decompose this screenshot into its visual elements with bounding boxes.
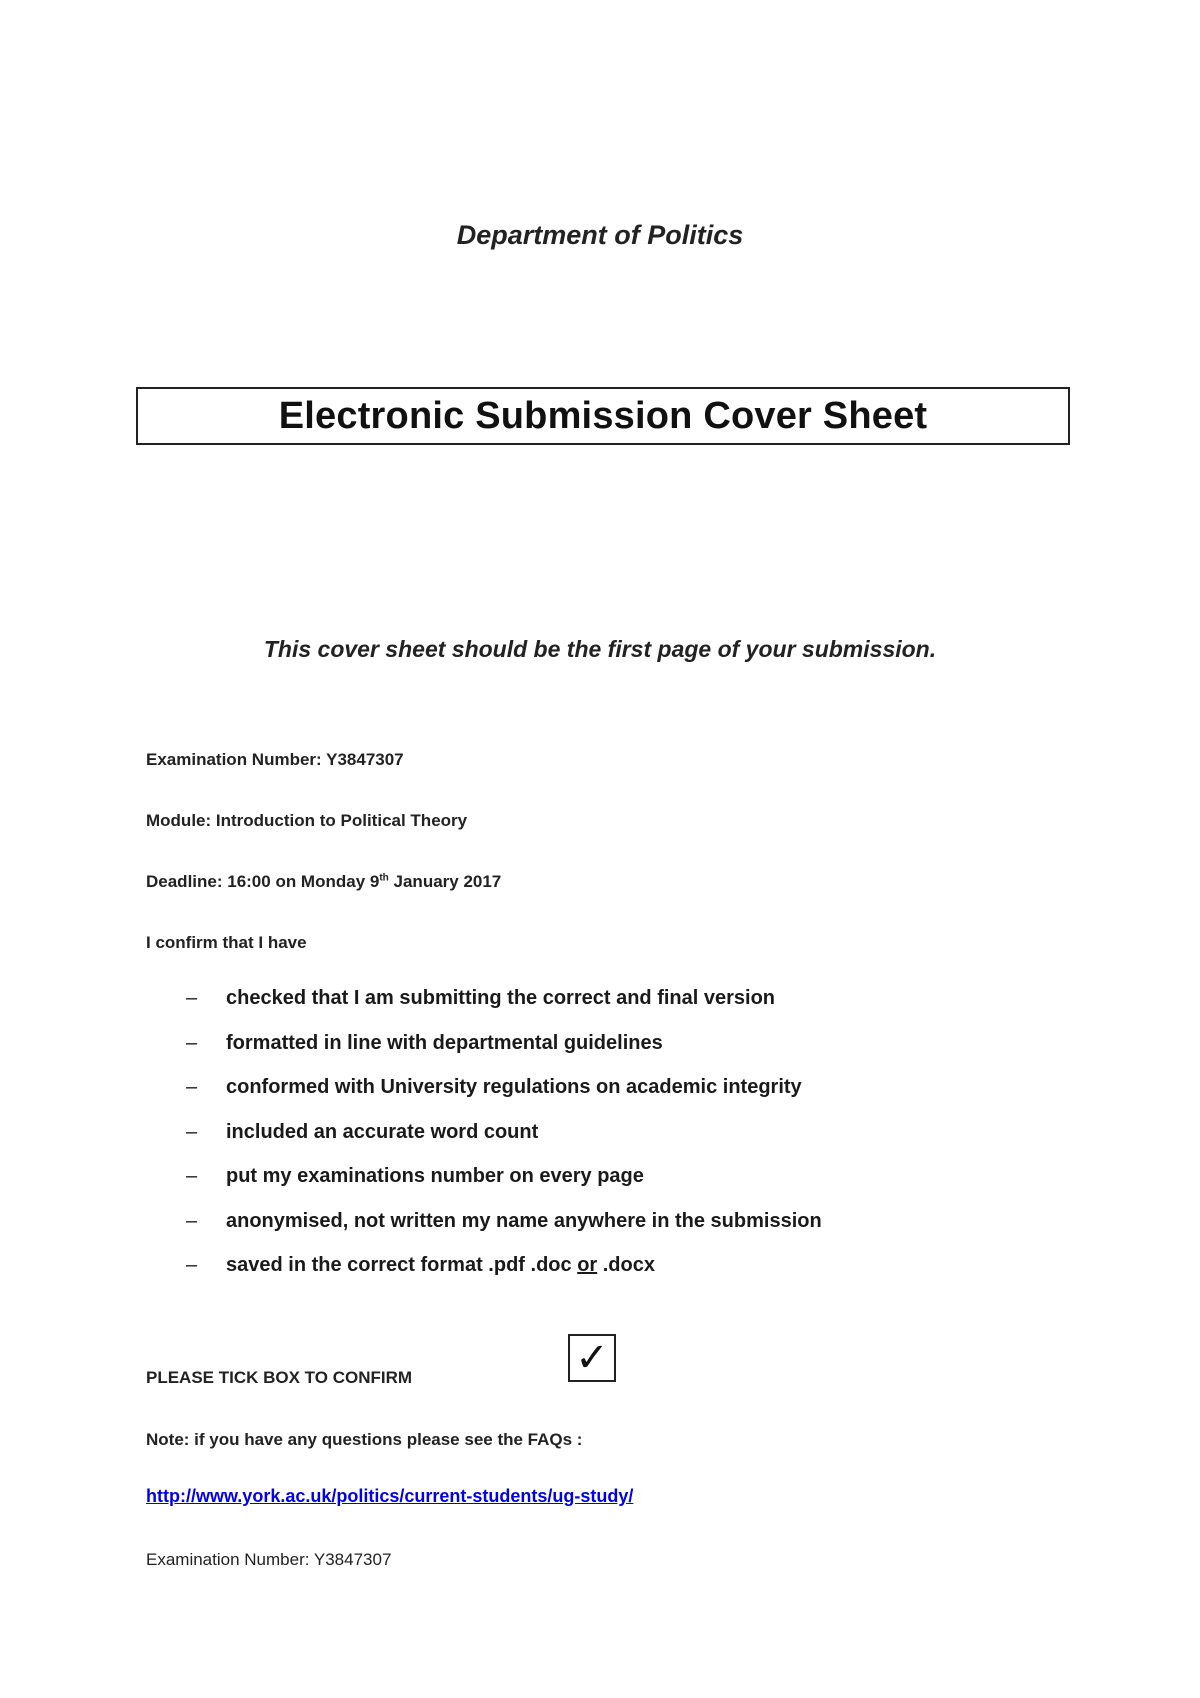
list-item [186,1032,822,1077]
list-item [186,1165,822,1210]
list-item-text: conformed with University regulations on academic integrity [226,1076,802,1098]
department-heading: Department of Politics [456,220,744,250]
list-dash: – [186,1076,198,1098]
title-box [136,387,1070,445]
list-dash: – [186,1031,198,1054]
confirm-intro: I confirm that I have [146,933,307,952]
faq-link[interactable]: http://www.york.ac.uk/politics/current-students/ug-study/ [146,1486,634,1506]
exam-number-field: Examination Number: Y3847307 [146,750,404,769]
tick-confirm-label: PLEASE TICK BOX TO CONFIRM [146,1368,413,1387]
list-dash: – [186,1254,198,1276]
format-text: saved in the correct format .pdf .doc [226,1254,578,1276]
footer-exam-number: Examination Number: Y3847307 [146,1550,392,1569]
module-field: Module: Introduction to Political Theory [146,811,468,830]
list-item [186,1076,822,1121]
list-item-text: included an accurate word count [226,1120,539,1143]
instruction-text: This cover sheet should be the first page of your submission. [263,636,937,662]
deadline-text: Deadline: 16:00 on Monday 9 [146,872,380,891]
list-item-text: put my examinations number on every page [226,1165,644,1187]
list-item [186,1210,822,1255]
list-dash: – [186,987,198,1009]
faq-note: Note: if you have any questions please see the FAQs : [146,1430,583,1449]
deadline-ordinal: th [379,872,389,884]
list-item-text: anonymised, not written my name anywhere in the submission [226,1209,822,1232]
format-or-underlined: or [577,1254,598,1276]
list-item-text: checked that I am submitting the correct and final version [226,987,776,1009]
format-docx: .docx [597,1254,655,1276]
list-item-text [226,1254,655,1277]
list-item [186,1121,822,1166]
list-dash: – [186,1165,198,1187]
deadline-month-year: January 2017 [388,872,502,891]
list-item [186,987,822,1032]
check-mark-icon: ✓ [575,1335,609,1381]
page-title: Electronic Submission Cover Sheet [278,394,928,437]
list-item-text: formatted in line with departmental guidelines [226,1031,663,1054]
deadline-field [146,872,501,892]
list-dash: – [186,1209,198,1232]
confirm-checkbox[interactable] [568,1334,616,1382]
list-item [186,1254,822,1299]
confirmation-checklist [186,987,822,1299]
list-dash: – [186,1120,198,1143]
